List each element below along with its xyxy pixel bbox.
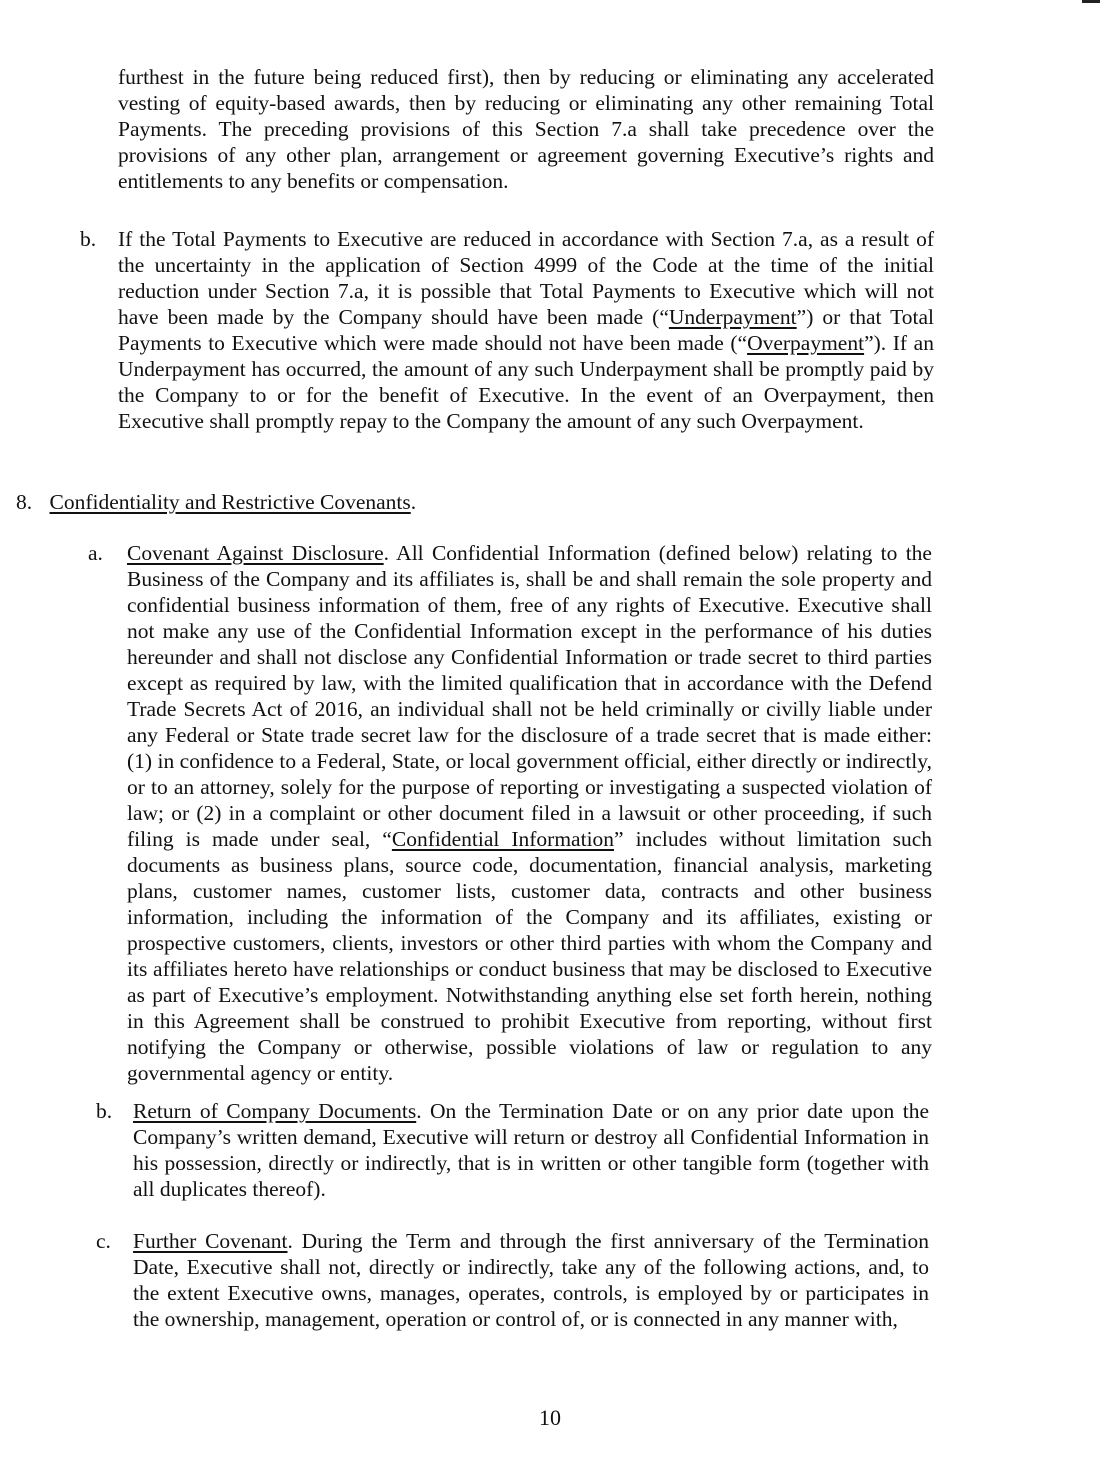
overpayment-term: Overpayment bbox=[747, 331, 865, 355]
section-8a-text-2: ” includes without limitation such documents as business plans, source code, documentation, financial analysis, marketing plans, customer names, customer lists, customer data, contracts and other business information, including the information of the Company and its affiliates, existing or prospective customers, clients, investors or other third parties with whom the Company and its affiliates hereto have relationships or conduct business that may be disclosed to Executive as part of Executive’s employment. Notwithstanding anything else set forth herein, nothing in this Agreement shall be construed to prohibit Executive from reporting, without first notifying the Company or otherwise, possible violations of law or regulation to any governmental agency or entity. bbox=[127, 827, 933, 1085]
return-of-company-documents-heading: Return of Company Documents bbox=[133, 1099, 417, 1123]
item-8b-marker: b. bbox=[96, 1099, 113, 1123]
section-8-heading bbox=[16, 489, 716, 515]
section-7a-continuation bbox=[118, 64, 934, 194]
section-8c-text bbox=[133, 1228, 929, 1332]
item-8a-marker: a. bbox=[88, 541, 103, 565]
section-8b-text-1: . On the Termination Date or on any prior date upon the Company’s written demand, Executive will return or destroy all Confidential Information in his possession, directly or indirectly, that is in written or other tangible form (together with all duplicates thereof). bbox=[133, 1099, 929, 1201]
section-8-title: Confidentiality and Restrictive Covenants bbox=[49, 490, 411, 514]
page-number: 10 bbox=[539, 1405, 561, 1430]
section-8-title-suffix: . bbox=[410, 490, 417, 514]
section-8-number: 8. bbox=[16, 490, 33, 514]
covenant-against-disclosure-heading: Covenant Against Disclosure bbox=[127, 541, 384, 565]
section-7b-text-1: If the Total Payments to Executive are reduced in accordance with Section 7.a, as a result of the uncertainty in the application of Section 4999 of the Code at the time of the initial reduction under Section 7.a, it is possible that Total Payments to Executive which will not have been made by the Company should have been made (“ bbox=[118, 227, 934, 329]
section-8c-text-1: . During the Term and through the first anniversary of the Termination Date, Executive shall not, directly or indirectly, take any of the following actions, and, to the extent Executive owns, manages, operates, controls, is employed by or participates in the ownership, management, operation or control of, or is connected in any manner with, bbox=[133, 1229, 929, 1331]
section-8b-text bbox=[133, 1098, 929, 1202]
section-7b bbox=[118, 226, 934, 434]
section-8c bbox=[133, 1228, 929, 1332]
section-8b bbox=[133, 1098, 929, 1202]
section-8a bbox=[127, 540, 932, 1086]
section-8a-text bbox=[127, 540, 932, 1086]
scan-edge-mark bbox=[1082, 0, 1100, 3]
item-7b-marker: b. bbox=[80, 227, 97, 251]
section-7b-text-3: ”). If an Underpayment has occurred, the amount of any such Underpayment shall be promptly paid by the Company to or for the benefit of Executive. In the event of an Overpayment, then Executive shall promptly repay to the Company the amount of any such Overpayment. bbox=[118, 331, 934, 433]
section-7b-text-2: ”) or that Total Payments to Executive which were made should not have been made (“ bbox=[118, 305, 934, 355]
continuation-text: furthest in the future being reduced first), then by reducing or eliminating any accelerated vesting of equity-based awards, then by reducing or eliminating any other remaining Total Payments. The preceding provisions of this Section 7.a shall take precedence over the provisions of any other plan, arrangement or agreement governing Executive’s rights and entitlements to any benefits or compensation. bbox=[118, 65, 934, 193]
section-7b-text bbox=[118, 226, 934, 434]
section-8a-text-1: . All Confidential Information (defined below) relating to the Business of the Company and its affiliates is, shall be and shall remain the sole property and confidential business information of them, free of any rights of Executive. Executive shall not make any use of the Confidential Information except in the performance of his duties hereunder and shall not disclose any Confidential Information or trade secret to third parties except as required by law, with the limited qualification that in accordance with the Defend Trade Secrets Act of 2016, an individual shall not be held criminally or civilly liable under any Federal or State trade secret law for the disclosure of a trade secret that is made either: (1) in confidence to a Federal, State, or local government official, either directly or indirectly, or to an attorney, solely for the purpose of reporting or investigating a suspected violation of law; or (2) in a complaint or other document filed in a lawsuit or other proceeding, if such filing is made under seal, “ bbox=[127, 541, 932, 851]
confidential-information-term: Confidential Information bbox=[391, 827, 615, 851]
item-8c-marker: c. bbox=[96, 1229, 111, 1253]
further-covenant-heading: Further Covenant bbox=[133, 1229, 288, 1253]
underpayment-term: Underpayment bbox=[668, 305, 797, 329]
